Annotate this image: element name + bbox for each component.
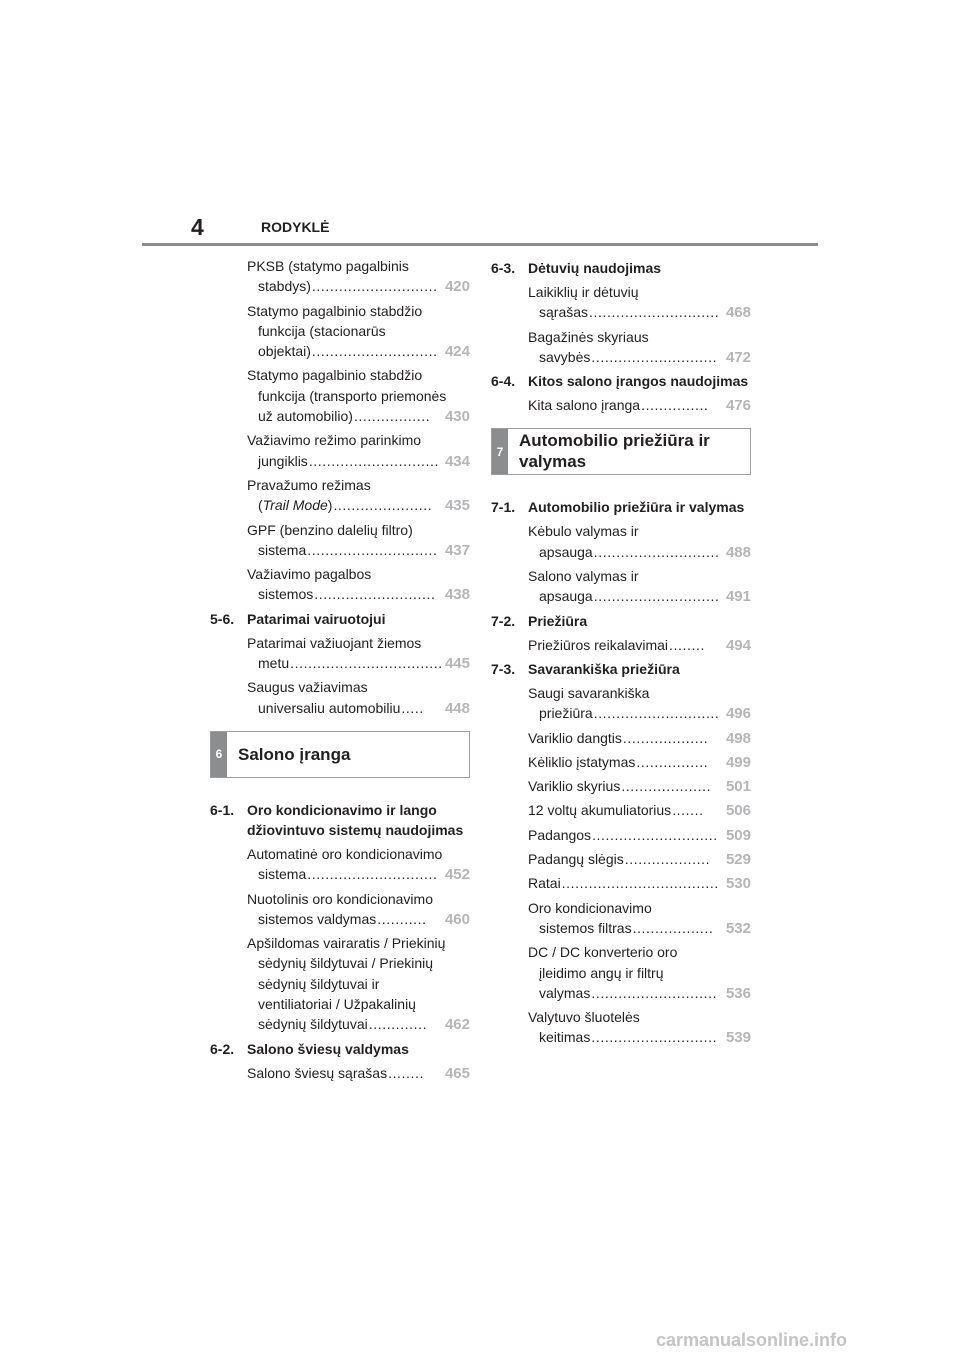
section-title: Kitos salono įrangos naudojimas — [528, 373, 749, 390]
dot-leader: ........................... — [314, 586, 436, 603]
section-number: 6-1. — [210, 801, 235, 818]
entry-text — [258, 406, 353, 426]
page-reference[interactable]: 506 — [725, 802, 751, 820]
section-number: 6-2. — [210, 1040, 235, 1057]
chapter-title: Salono įranga — [238, 744, 351, 764]
section-title: Priežiūra — [528, 612, 588, 629]
entry-text — [539, 983, 590, 1003]
section-title: Patarimai vairuotojui — [247, 610, 386, 627]
dot-leader: ....... — [672, 802, 704, 819]
toc-entry[interactable] — [491, 776, 751, 797]
dot-leader: ........... — [377, 910, 427, 927]
entry-text-tail: universaliu automobiliu — [258, 699, 401, 716]
entry-text-prefix: ( — [258, 497, 263, 514]
dot-leader: ........ — [388, 1064, 424, 1081]
dot-leader: ............................. — [589, 304, 720, 321]
toc-entry[interactable] — [491, 752, 751, 773]
entry-text — [247, 1063, 387, 1083]
toc-entry[interactable] — [491, 395, 751, 416]
entry-text-line: Nuotolinis oro kondicionavimo — [247, 890, 433, 907]
entry-last-line — [528, 542, 751, 563]
entry-text-tail: apsauga — [539, 543, 593, 560]
entry-text-line: funkcija (stacionarūs — [258, 322, 386, 339]
entry-text-italic: Trail Mode — [262, 497, 328, 514]
entry-text-tail: valymas — [539, 984, 591, 1001]
page-reference[interactable]: 509 — [725, 826, 751, 844]
entry-text-tail: Kėliklio įstatymas — [528, 753, 636, 770]
dot-leader: ............................. — [307, 541, 438, 558]
entry-text — [539, 347, 590, 367]
entry-text-tail: apsauga — [539, 588, 593, 605]
entry-text-tail: Kita salono įranga — [528, 397, 641, 414]
entry-text-tail: sąrašas — [539, 304, 589, 321]
page-reference[interactable]: 496 — [725, 705, 751, 723]
entry-last-line — [247, 276, 470, 297]
entry-text-line: Važiavimo režimo parinkimo — [247, 432, 422, 449]
page-reference[interactable]: 424 — [444, 343, 470, 361]
page-number: 4 — [191, 214, 204, 240]
entry-last-line — [528, 776, 751, 797]
entry-text-line: Kėbulo valymas ir — [528, 523, 639, 540]
chapter-banner — [491, 428, 751, 475]
page-reference[interactable]: 434 — [444, 452, 470, 470]
page-reference[interactable]: 539 — [725, 1029, 751, 1047]
entry-text-line: Bagažinės skyriaus — [528, 328, 649, 345]
entry-last-line — [528, 395, 751, 416]
section-title: Salono šviesų valdymas — [247, 1040, 409, 1057]
entry-last-line — [247, 698, 470, 719]
entry-text — [528, 395, 640, 415]
section-heading — [491, 611, 751, 631]
entry-text-tail: sistema — [258, 541, 307, 558]
toc-entry[interactable] — [210, 430, 470, 472]
page-reference[interactable]: 465 — [444, 1064, 470, 1082]
chapter-number: 6 — [211, 732, 227, 777]
page-reference[interactable]: 430 — [444, 408, 470, 426]
dot-leader: ............................ — [593, 543, 720, 560]
dot-leader: ............................ — [311, 278, 438, 295]
toc-entry[interactable] — [210, 933, 470, 1035]
entry-text-tail: Variklio skyrius — [528, 778, 621, 795]
dot-leader: ................................... — [561, 875, 719, 892]
entry-text-tail: ) — [327, 497, 333, 514]
section-number: 7-3. — [491, 660, 516, 677]
entry-text-line: įleidimo angų ir filtrų — [539, 964, 664, 981]
toc-left-column — [210, 256, 470, 1087]
entry-text — [258, 653, 289, 673]
entry-last-line — [247, 1063, 470, 1084]
entry-text-tail: Priežiūros reikalavimai — [528, 636, 669, 653]
entry-text — [539, 1027, 590, 1047]
entry-last-line — [528, 1027, 751, 1048]
toc-entry[interactable] — [491, 327, 751, 369]
entry-last-line — [247, 495, 470, 516]
page-reference[interactable]: 529 — [725, 851, 751, 869]
entry-text — [539, 302, 588, 322]
page-reference[interactable]: 435 — [444, 497, 470, 515]
entry-last-line — [528, 825, 751, 846]
page-title: RODYKLĖ — [261, 219, 330, 235]
chapter-number: 7 — [492, 429, 508, 474]
entry-last-line — [247, 406, 470, 427]
toc-entry[interactable] — [210, 365, 470, 427]
entry-text-line: ventiliatoriai / Užpakalinių — [258, 996, 416, 1013]
entry-last-line — [528, 347, 751, 368]
entry-text-line: sėdynių šildytuvai / Priekinių — [258, 955, 434, 972]
entry-text — [258, 495, 332, 515]
toc-right-column — [491, 256, 751, 1052]
entry-text-line: Saugi savarankiška — [528, 684, 650, 701]
page-reference[interactable]: 498 — [725, 729, 751, 747]
entry-text-line: Automatinė oro kondicionavimo — [247, 845, 443, 862]
toc-entry[interactable] — [210, 1063, 470, 1084]
entry-text-line: Apšildomas vairaratis / Priekinių — [247, 935, 446, 952]
page-reference[interactable]: 472 — [725, 348, 751, 366]
chapter-title: Automobilio priežiūra ir valymas — [519, 431, 710, 472]
toc-entry[interactable] — [491, 825, 751, 846]
entry-text — [528, 728, 622, 748]
section-heading — [210, 609, 470, 629]
entry-text — [528, 800, 671, 820]
section-title: Automobilio priežiūra ir valymas — [528, 499, 745, 516]
entry-text-line: funkcija (transporto priemonės — [258, 387, 447, 404]
chapter-banner — [210, 731, 470, 778]
toc-entry[interactable] — [210, 256, 470, 298]
page-reference[interactable]: 488 — [725, 543, 751, 561]
entry-last-line — [528, 849, 751, 870]
dot-leader: ............................ — [311, 343, 438, 360]
dot-leader: .................. — [632, 919, 714, 936]
section-title: Oro kondicionavimo ir lango džiovintuvo sistemų naudojimas — [247, 801, 464, 838]
section-number: 5-6. — [210, 610, 235, 627]
page-reference[interactable]: 468 — [725, 304, 751, 322]
entry-last-line — [528, 728, 751, 749]
dot-leader: ............................ — [591, 348, 718, 365]
entry-text — [258, 341, 311, 361]
page-reference[interactable]: 501 — [725, 778, 751, 796]
toc-entry[interactable] — [210, 301, 470, 363]
entry-text-tail: sėdynių šildytuvai — [258, 1016, 368, 1033]
page-reference[interactable]: 499 — [725, 753, 751, 771]
entry-last-line — [247, 341, 470, 362]
entry-text-line: Važiavimo pagalbos — [247, 566, 372, 583]
entry-last-line — [528, 703, 751, 724]
entry-text — [258, 276, 311, 296]
entry-last-line — [528, 302, 751, 323]
entry-text-line: sėdynių šildytuvai ir — [258, 975, 380, 992]
dot-leader: ................... — [622, 729, 709, 746]
header-rule — [142, 243, 818, 246]
toc-entry[interactable] — [210, 844, 470, 886]
entry-last-line — [247, 864, 470, 885]
section-heading — [491, 371, 751, 391]
toc-entry[interactable] — [491, 942, 751, 1004]
page-reference[interactable]: 460 — [444, 910, 470, 928]
dot-leader: ............................. — [307, 866, 438, 883]
entry-last-line — [528, 800, 751, 821]
entry-last-line — [247, 584, 470, 605]
entry-text-tail: Salono šviesų sąrašas — [247, 1064, 388, 1081]
dot-leader: ..... — [401, 699, 424, 716]
dot-leader: ........ — [669, 636, 705, 653]
entry-text-tail: savybės — [539, 348, 591, 365]
entry-text-tail: priežiūra — [539, 705, 593, 722]
entry-text — [528, 776, 620, 796]
dot-leader: ............................ — [591, 1029, 718, 1046]
page-reference[interactable]: 491 — [725, 588, 751, 606]
entry-text-line: Saugus važiavimas — [247, 679, 368, 696]
entry-text-tail: Padangų slėgis — [528, 851, 624, 868]
dot-leader: .................................. — [290, 655, 443, 672]
entry-text-tail: jungiklis — [258, 452, 308, 469]
dot-leader: ............................ — [591, 984, 718, 1001]
entry-text-tail: Variklio dangtis — [528, 729, 622, 746]
section-heading — [491, 659, 751, 679]
entry-text — [539, 918, 632, 938]
page-reference[interactable]: 445 — [444, 655, 470, 673]
entry-last-line — [247, 1014, 470, 1035]
page-reference[interactable]: 448 — [444, 699, 470, 717]
toc-entry[interactable] — [491, 521, 751, 563]
entry-text-tail: sistemos — [258, 586, 314, 603]
entry-text — [258, 540, 306, 560]
entry-text — [539, 703, 593, 723]
entry-text-line: Laikiklių ir dėtuvių — [528, 284, 639, 300]
toc-entry[interactable] — [491, 635, 751, 656]
entry-text-tail: metu — [258, 655, 290, 672]
entry-text — [528, 849, 624, 869]
entry-text-line: Oro kondicionavimo — [528, 899, 652, 916]
entry-text-line: GPF (benzino dalelių filtro) — [247, 521, 413, 538]
page-reference[interactable]: 452 — [444, 866, 470, 884]
section-number: 6-3. — [491, 260, 516, 276]
entry-text-line: Valytuvo šluotelės — [528, 1009, 640, 1026]
toc-entry[interactable] — [491, 566, 751, 608]
entry-text-line: Statymo pagalbinio stabdžio — [247, 367, 423, 384]
dot-leader: ................. — [353, 408, 431, 425]
dot-leader: ............................ — [593, 588, 720, 605]
entry-text-tail: sistema — [258, 866, 307, 883]
dot-leader: ............................ — [593, 705, 720, 722]
toc-entry[interactable] — [491, 873, 751, 894]
entry-text — [528, 635, 668, 655]
entry-text-line: Patarimai važiuojant žiemos — [247, 634, 422, 651]
entry-text-tail: objektai) — [258, 343, 311, 360]
page-reference[interactable]: 420 — [444, 278, 470, 296]
dot-leader: ...................... — [333, 497, 433, 514]
toc-entry[interactable] — [210, 520, 470, 562]
dot-leader: ............................ — [592, 826, 718, 843]
entry-text-tail: sistemos filtras — [539, 919, 632, 936]
entry-text — [258, 584, 313, 604]
entry-text-line: Pravažumo režimas — [247, 476, 371, 493]
toc-entry[interactable] — [210, 564, 470, 606]
entry-text-tail: Ratai — [528, 875, 561, 892]
entry-last-line — [528, 635, 751, 656]
page-reference[interactable]: 494 — [725, 636, 751, 654]
entry-text — [258, 909, 376, 929]
page-reference[interactable]: 536 — [725, 984, 751, 1002]
toc-entry[interactable] — [210, 633, 470, 675]
section-number: 6-4. — [491, 373, 516, 390]
dot-leader: ............. — [368, 1016, 428, 1033]
watermark: carmanualsonline.info — [656, 1330, 848, 1350]
page-reference[interactable]: 438 — [444, 586, 470, 604]
entry-text-tail: stabdys) — [258, 278, 311, 295]
toc-entry[interactable] — [210, 677, 470, 719]
section-heading — [491, 497, 751, 517]
entry-last-line — [247, 451, 470, 472]
entry-text-tail: sistemos valdymas — [258, 910, 377, 927]
section-title: Savarankiška priežiūra — [528, 660, 680, 677]
section-title: Dėtuvių naudojimas — [528, 260, 662, 276]
entry-text — [539, 586, 593, 606]
entry-last-line — [528, 873, 751, 894]
entry-text — [528, 873, 561, 893]
page-reference[interactable]: 437 — [444, 541, 470, 559]
section-heading — [491, 258, 751, 278]
entry-text — [258, 1014, 368, 1034]
entry-last-line — [247, 540, 470, 561]
dot-leader: ............... — [641, 397, 709, 414]
toc-entry[interactable] — [491, 1007, 751, 1049]
entry-last-line — [528, 586, 751, 607]
entry-text-line: Statymo pagalbinio stabdžio — [247, 302, 423, 319]
toc-entry[interactable] — [210, 475, 470, 517]
entry-text-tail: už automobilio) — [258, 408, 353, 425]
entry-text-tail: Padangos — [528, 826, 592, 843]
toc-entry[interactable] — [491, 683, 751, 725]
dot-leader: ................... — [624, 851, 711, 868]
toc-entry[interactable] — [491, 849, 751, 870]
page-reference[interactable]: 476 — [725, 397, 751, 415]
dot-leader: ................ — [636, 753, 709, 770]
entry-last-line — [528, 918, 751, 939]
entry-last-line — [528, 752, 751, 773]
entry-text — [258, 698, 400, 718]
toc-entry[interactable] — [491, 282, 751, 324]
page-reference[interactable]: 462 — [444, 1016, 470, 1034]
entry-text-line: Salono valymas ir — [528, 568, 639, 585]
entry-last-line — [528, 983, 751, 1004]
page-reference[interactable]: 530 — [725, 875, 751, 893]
entry-last-line — [247, 909, 470, 930]
toc-entry[interactable] — [491, 728, 751, 749]
entry-text-tail: keitimas — [539, 1029, 591, 1046]
dot-leader: .................... — [621, 778, 712, 795]
toc-entry[interactable] — [210, 889, 470, 931]
section-heading — [210, 800, 470, 840]
section-heading — [210, 1039, 470, 1059]
page-reference[interactable]: 532 — [725, 919, 751, 937]
entry-text — [258, 451, 308, 471]
toc-entry[interactable] — [491, 898, 751, 940]
entry-text — [258, 864, 306, 884]
entry-text — [539, 542, 593, 562]
dot-leader: ............................. — [308, 452, 440, 469]
entry-text-tail: 12 voltų akumuliatorius — [528, 802, 672, 819]
section-number: 7-2. — [491, 612, 516, 629]
entry-text-line: DC / DC konverterio oro — [528, 944, 678, 961]
entry-last-line — [247, 653, 470, 674]
entry-text-line: PKSB (statymo pagalbinis — [247, 258, 409, 274]
entry-text — [528, 752, 635, 772]
entry-text — [528, 825, 591, 845]
toc-entry[interactable] — [491, 800, 751, 821]
section-number: 7-1. — [491, 499, 516, 516]
